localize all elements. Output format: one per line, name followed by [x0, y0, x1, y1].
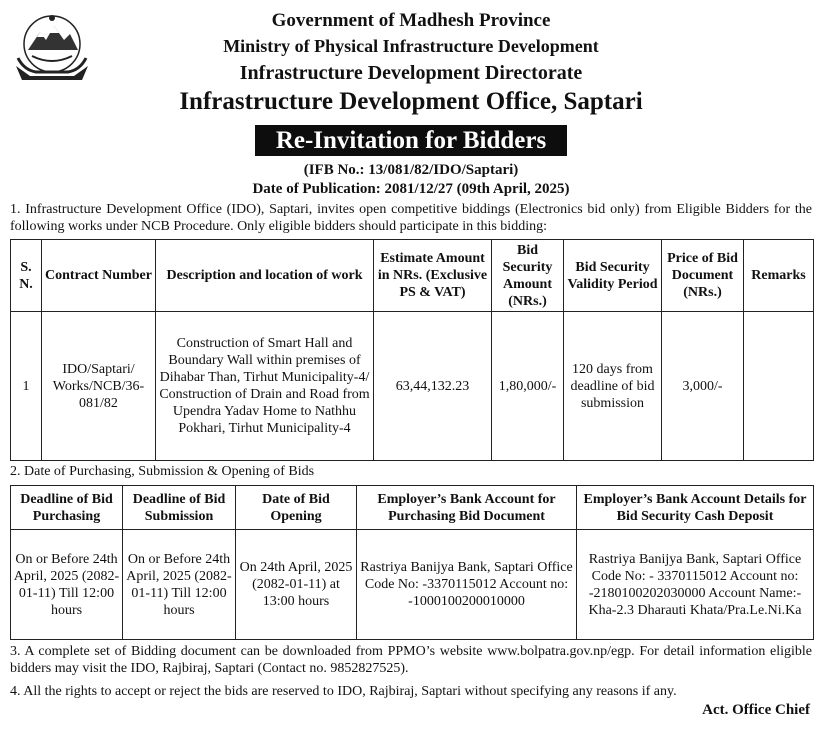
cell-remarks	[744, 312, 814, 461]
publication-date: Date of Publication: 2081/12/27 (09th April, 2025)	[252, 181, 570, 197]
col-header-purchasing: Deadline of Bid Purchasing	[11, 486, 123, 530]
notice-banner: Re-Invitation for Bidders	[255, 125, 567, 156]
dates-table	[10, 485, 814, 640]
cell-bid-security: 1,80,000/-	[492, 312, 564, 461]
cell-purchasing-deadline: On or Before 24th April, 2025 (2082-01-11) Till 12:00 hours	[11, 530, 123, 640]
dates-table-header	[11, 486, 814, 530]
cell-bank-security: Rastriya Banijya Bank, Saptari Office Code No: - 3370115012 Account no: -2180100202030000 Account Name:-Kha-2.3 Dharauti Khata/Pra.Le.Ni.Ka	[577, 530, 814, 640]
office-title: Infrastructure Development Office, Saptari	[179, 88, 643, 115]
col-header-remarks: Remarks	[744, 240, 814, 312]
col-header-opening: Date of Bid Opening	[236, 486, 357, 530]
col-header-bank-security: Employer’s Bank Account Details for Bid Security Cash Deposit	[577, 486, 814, 530]
col-header-bank-purchasing: Employer’s Bank Account for Purchasing Bid Document	[357, 486, 577, 530]
cell-bank-purchasing: Rastriya Banijya Bank, Saptari Office Code No: -3370115012 Account no: -1000100200010000	[357, 530, 577, 640]
cell-opening-date: On 24th April, 2025 (2082-01-11) at 13:00 hours	[236, 530, 357, 640]
table-row	[11, 312, 814, 461]
cell-submission-deadline: On or Before 24th April, 2025 (2082-01-11) Till 12:00 hours	[123, 530, 236, 640]
works-table	[10, 239, 814, 461]
paragraph-2: 2. Date of Purchasing, Submission & Opening of Bids	[10, 464, 315, 479]
ministry-title: Ministry of Physical Infrastructure Development	[223, 36, 599, 56]
col-header-contract: Contract Number	[42, 240, 156, 312]
directorate-title: Infrastructure Development Directorate	[239, 62, 583, 84]
government-title: Government of Madhesh Province	[271, 10, 551, 31]
col-header-bid-security: Bid Security Amount (NRs.)	[492, 240, 564, 312]
paragraph-3: 3. A complete set of Bidding document can be downloaded from PPMO’s website www.bolpatra.gov.np/egp. For detail information eligible bidders may visit the IDO, Rajbiraj, Saptari (Contact no. 9852827525).	[10, 644, 812, 676]
works-table-header	[11, 240, 814, 312]
cell-validity: 120 days from deadline of bid submission	[564, 312, 662, 461]
cell-sn: 1	[11, 312, 42, 461]
col-header-sn: S. N.	[11, 240, 42, 312]
ifb-number: (IFB No.: 13/081/82/IDO/Saptari)	[303, 162, 519, 178]
col-header-validity: Bid Security Validity Period	[564, 240, 662, 312]
cell-description: Construction of Smart Hall and Boundary Wall within premises of Dihabar Than, Tirhut Municipality-4/ Construction of Drain and Road from Upendra Yadav Home to Nathhu Pokhari, Tirhut Municipality-4	[156, 312, 374, 461]
cell-estimate: 63,44,132.23	[374, 312, 492, 461]
col-header-estimate: Estimate Amount in NRs. (Exclusive PS & VAT)	[374, 240, 492, 312]
col-header-description: Description and location of work	[156, 240, 374, 312]
col-header-submission: Deadline of Bid Submission	[123, 486, 236, 530]
table-row	[11, 530, 814, 640]
paragraph-4: 4. All the rights to accept or reject the bids are reserved to IDO, Rajbiraj, Saptari without specifying any reasons if any.	[10, 684, 677, 699]
cell-price: 3,000/-	[662, 312, 744, 461]
cell-contract: IDO/Saptari/ Works/NCB/36-081/82	[42, 312, 156, 461]
signature: Act. Office Chief	[702, 702, 810, 718]
col-header-price: Price of Bid Document (NRs.)	[662, 240, 744, 312]
paragraph-1: 1. Infrastructure Development Office (IDO), Saptari, invites open competitive biddings (Electronics bid only) from Eligible Bidders for the following works under NCB Procedure. Only eligible bidders should participate in this bidding:	[10, 202, 812, 234]
